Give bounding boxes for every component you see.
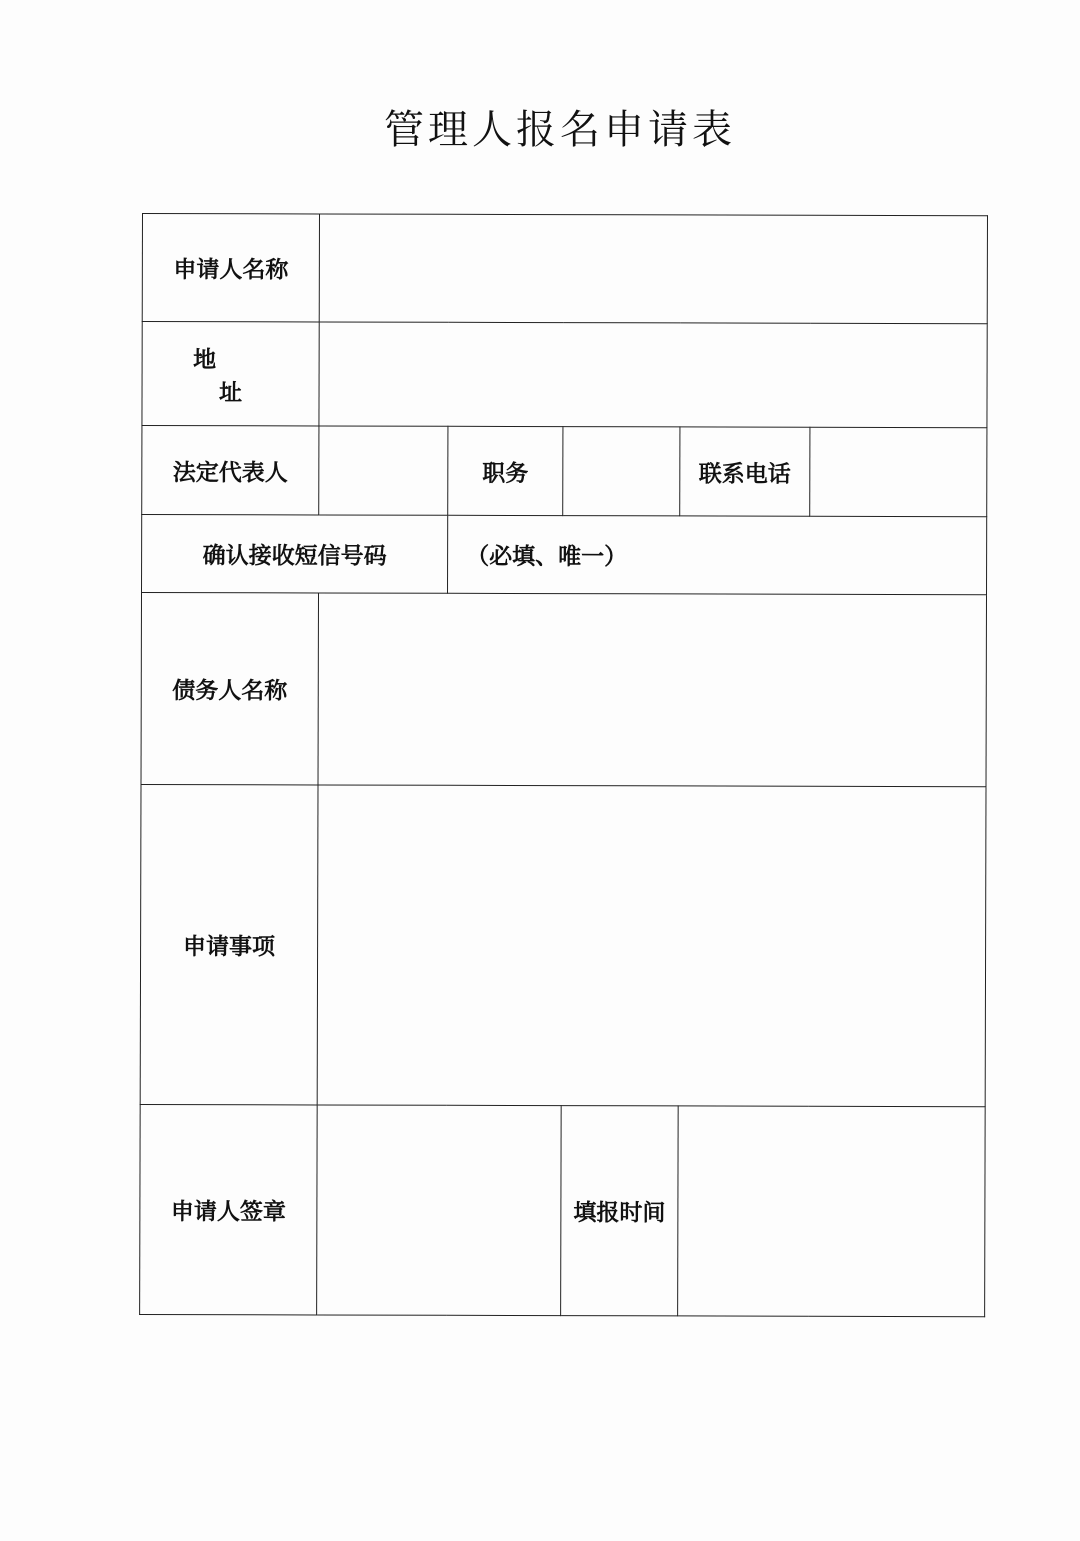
sms-number-field[interactable]: （必填、唯一） (448, 515, 987, 594)
row-legal-representative (142, 426, 987, 517)
matters-label: 申请事项 (140, 784, 318, 1104)
address-label-text: 地 址 (193, 346, 295, 406)
phone-label: 联系电话 (680, 427, 810, 516)
position-label: 职务 (448, 426, 563, 515)
position-field[interactable] (563, 427, 680, 516)
matters-field[interactable] (317, 785, 986, 1107)
signature-field[interactable] (317, 1105, 562, 1316)
sms-number-label: 确认接收短信号码 (142, 515, 448, 594)
legal-rep-field[interactable] (319, 426, 448, 515)
applicant-name-label: 申请人名称 (142, 214, 319, 322)
row-applicant-name (142, 214, 987, 324)
address-field[interactable] (319, 322, 987, 428)
address-label (142, 322, 319, 426)
signature-label: 申请人签章 (140, 1104, 318, 1314)
legal-rep-label: 法定代表人 (142, 426, 319, 515)
debtor-name-label: 债务人名称 (141, 593, 319, 785)
page-title: 管理人报名申请表 (384, 107, 736, 153)
applicant-name-field[interactable] (319, 214, 987, 324)
row-sms-number (142, 515, 987, 595)
row-signature (140, 1104, 986, 1316)
row-address (142, 322, 987, 428)
debtor-name-field[interactable] (318, 593, 987, 787)
application-form-table (139, 213, 988, 1317)
row-application-matters (140, 784, 986, 1106)
row-debtor-name (141, 593, 987, 787)
fill-date-field[interactable] (678, 1106, 986, 1317)
fill-date-label: 填报时间 (561, 1106, 679, 1316)
phone-field[interactable] (810, 427, 987, 516)
